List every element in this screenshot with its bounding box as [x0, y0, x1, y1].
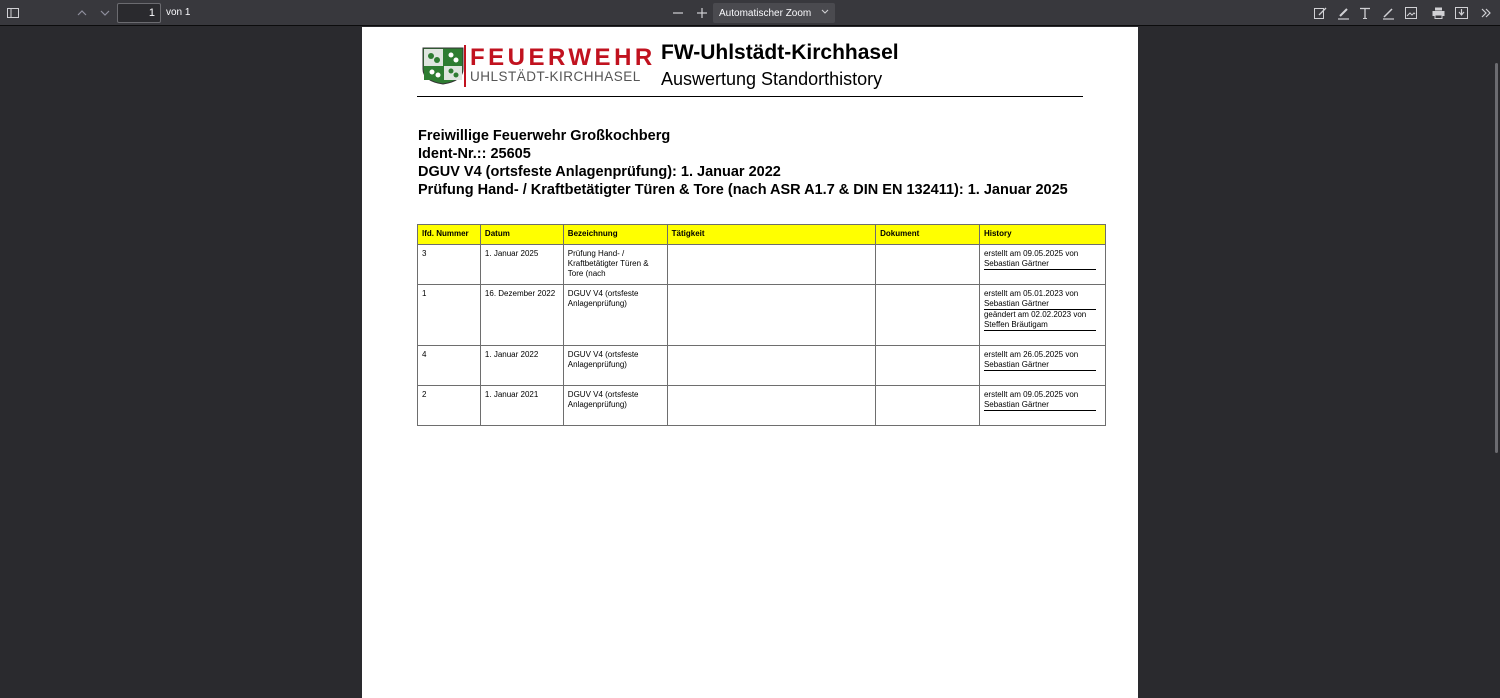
- history-entry: erstellt am 05.01.2023 von Sebastian Gärtner: [984, 289, 1096, 310]
- zoom-select[interactable]: [713, 3, 835, 23]
- column-header-number: lfd. Nummer: [418, 225, 481, 245]
- cell-number: 4: [418, 346, 481, 386]
- image-icon: [1405, 7, 1417, 19]
- cell-designation: Prüfung Hand- / Kraftbetätigter Türen & Tore (nach: [563, 245, 667, 285]
- chevron-up-icon: [77, 10, 87, 16]
- column-header-history: History: [979, 225, 1105, 245]
- brand-subtitle: UHLSTÄDT-KIRCHHASEL: [470, 69, 641, 84]
- print-button[interactable]: [1430, 3, 1446, 23]
- pdf-viewer[interactable]: [0, 27, 1500, 698]
- vertical-scrollbar[interactable]: [1495, 63, 1498, 453]
- zoom-in-button[interactable]: [694, 3, 710, 23]
- logo-divider: [464, 45, 466, 87]
- column-header-date: Datum: [480, 225, 563, 245]
- station-dguv-date: DGUV V4 (ortsfeste Anlagenprüfung): 1. Januar 2022: [418, 164, 781, 180]
- cell-document: [876, 346, 980, 386]
- station-info: [418, 127, 1068, 199]
- add-text-button[interactable]: [1357, 3, 1373, 23]
- next-page-button[interactable]: [97, 3, 113, 23]
- draw-button[interactable]: [1380, 3, 1396, 23]
- table-row: [418, 285, 1106, 346]
- cell-activity: [667, 245, 875, 285]
- previous-page-button[interactable]: [74, 3, 90, 23]
- header-divider: [417, 96, 1083, 97]
- zoom-select-value: Automatischer Zoom: [719, 7, 812, 19]
- download-icon: [1455, 7, 1468, 19]
- cell-designation: DGUV V4 (ortsfeste Anlagenprüfung): [563, 386, 667, 426]
- cell-number: 2: [418, 386, 481, 426]
- table-header-row: [418, 225, 1106, 245]
- sidebar-toggle-button[interactable]: [5, 3, 21, 23]
- table-row: [418, 386, 1106, 426]
- cell-date: 1. Januar 2022: [480, 346, 563, 386]
- coat-of-arms-logo: [422, 47, 464, 85]
- table-row: [418, 346, 1106, 386]
- brand-name: FEUERWEHR: [470, 44, 656, 71]
- text-icon: [1359, 7, 1371, 19]
- chevron-down-icon: [821, 6, 829, 21]
- page-count-label: von 1: [166, 7, 191, 18]
- zoom-out-button[interactable]: [670, 3, 686, 23]
- cell-activity: [667, 285, 875, 346]
- pen-icon: [1382, 7, 1395, 20]
- cell-number: 1: [418, 285, 481, 346]
- document-title: FW-Uhlstädt-Kirchhasel: [661, 41, 899, 64]
- double-chevron-right-icon: [1481, 8, 1491, 18]
- history-entry: erstellt am 09.05.2025 von Sebastian Gärtner: [984, 249, 1096, 270]
- plus-icon: [697, 8, 707, 18]
- cell-history: [979, 285, 1105, 346]
- station-name: Freiwillige Feuerwehr Großkochberg: [418, 128, 671, 144]
- coat-of-arms-icon: [422, 47, 464, 85]
- cell-history: [979, 346, 1105, 386]
- cell-date: 16. Dezember 2022: [480, 285, 563, 346]
- highlight-button[interactable]: [1335, 3, 1351, 23]
- cell-date: 1. Januar 2021: [480, 386, 563, 426]
- history-entry: erstellt am 26.05.2025 von Sebastian Gärtner: [984, 350, 1096, 371]
- add-image-button[interactable]: [1403, 3, 1419, 23]
- printer-icon: [1432, 7, 1445, 19]
- column-header-activity: Tätigkeit: [667, 225, 875, 245]
- chevron-down-icon: [100, 10, 110, 16]
- history-entry: geändert am 02.02.2023 von Steffen Bräutigam: [984, 310, 1096, 331]
- table-row: [418, 245, 1106, 285]
- cell-designation: DGUV V4 (ortsfeste Anlagenprüfung): [563, 346, 667, 386]
- tools-menu-button[interactable]: [1478, 3, 1494, 23]
- highlighter-icon: [1337, 7, 1350, 20]
- cell-history: [979, 386, 1105, 426]
- cell-document: [876, 245, 980, 285]
- column-header-document: Dokument: [876, 225, 980, 245]
- page-number-input[interactable]: [117, 3, 161, 23]
- station-door-check-date: Prüfung Hand- / Kraftbetätigter Türen & Tore (nach ASR A1.7 & DIN EN 132411): 1. Januar 2025: [418, 182, 1068, 198]
- cell-number: 3: [418, 245, 481, 285]
- pdf-toolbar: [0, 0, 1500, 26]
- document-subtitle: Auswertung Standorthistory: [661, 69, 883, 89]
- cell-document: [876, 285, 980, 346]
- cell-activity: [667, 386, 875, 426]
- cell-history: [979, 245, 1105, 285]
- save-button[interactable]: [1453, 3, 1469, 23]
- pdf-page: [362, 27, 1138, 698]
- edit-form-button[interactable]: [1312, 3, 1328, 23]
- history-table: [417, 224, 1106, 426]
- sidebar-icon: [7, 8, 19, 18]
- cell-activity: [667, 346, 875, 386]
- history-entry: erstellt am 09.05.2025 von Sebastian Gärtner: [984, 390, 1096, 411]
- cell-document: [876, 386, 980, 426]
- form-edit-icon: [1314, 7, 1327, 19]
- station-ident: Ident-Nr.:: 25605: [418, 146, 531, 162]
- cell-designation: DGUV V4 (ortsfeste Anlagenprüfung): [563, 285, 667, 346]
- minus-icon: [673, 12, 683, 14]
- column-header-designation: Bezeichnung: [563, 225, 667, 245]
- cell-date: 1. Januar 2025: [480, 245, 563, 285]
